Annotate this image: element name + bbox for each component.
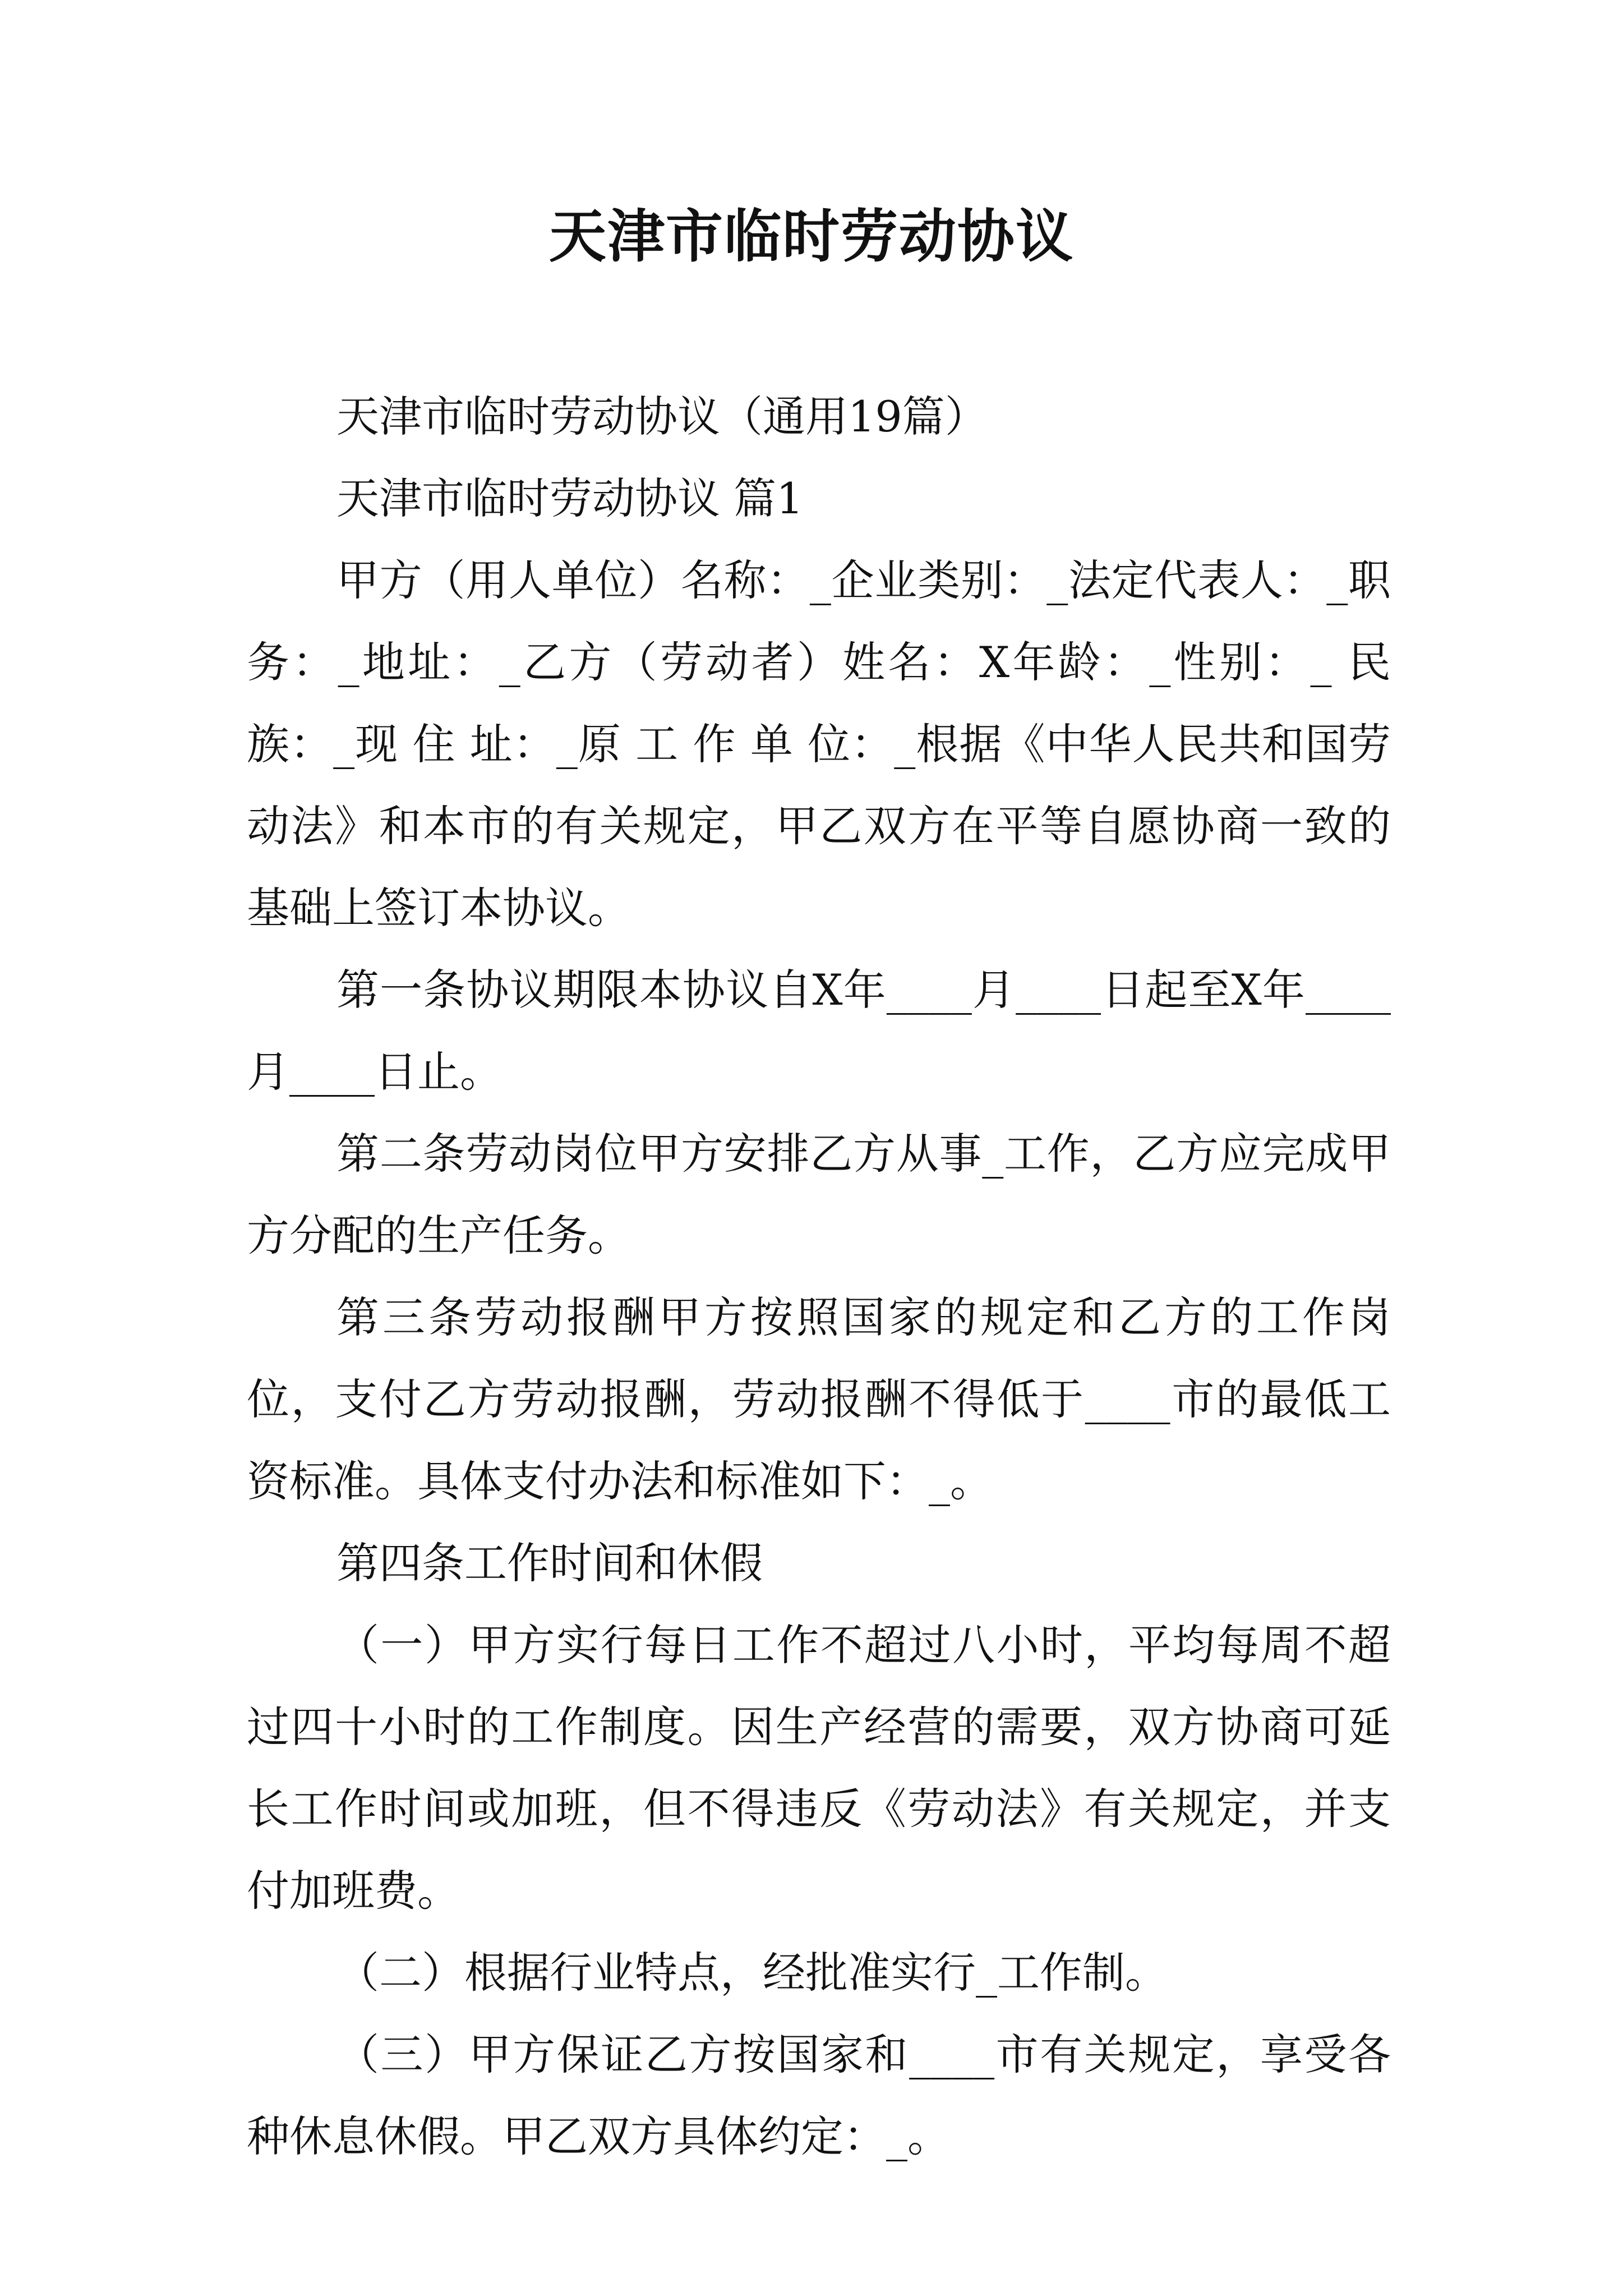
document-title: 天津市临时劳动协议 <box>549 203 1074 270</box>
paragraph-article-4-item-3: （三）甲方保证乙方按国家和____市有关规定，享受各种休息休假。甲乙双方具体约定：_。 <box>247 2030 1391 2161</box>
paragraph-subtitle: 天津市临时劳动协议（通用19篇） <box>336 392 988 441</box>
paragraph-section-heading: 天津市临时劳动协议 篇1 <box>336 473 804 523</box>
paragraph-article-4-item-1: （一）甲方实行每日工作不超过八小时，平均每周不超过四十小时的工作制度。因生产经营的需要，双方协商可延长工作时间或加班，但不得违反《劳动法》有关规定，并支付加班费。 <box>247 1620 1391 1916</box>
paragraph-article-4-item-2: （二）根据行业特点，经批准实行_工作制。 <box>336 1948 1168 1998</box>
paragraph-article-4-heading: 第四条工作时间和休假 <box>336 1538 763 1588</box>
paragraph-article-3: 第三条劳动报酬甲方按照国家的规定和乙方的工作岗位，支付乙方劳动报酬，劳动报酬不得低于____市的最低工资标准。具体支付办法和标准如下：_。 <box>247 1292 1391 1506</box>
paragraph-article-1: 第一条协议期限本协议自X年____月____日起至X年____月____日止。 <box>247 965 1391 1097</box>
document-body <box>247 376 1391 2178</box>
paragraph-article-2: 第二条劳动岗位甲方安排乙方从事_工作，乙方应完成甲方分配的生产任务。 <box>247 1129 1391 1260</box>
paragraph-parties: 甲方（用人单位）名称：_企业类别：_法定代表人：_职务：_地址：_乙方（劳动者）姓名：X年龄：_性别：_ 民族：_现 住 址：_原 工 作 单 位：_根据《中华人民共和国劳动法》和本市的有关规定，甲乙双方在平等自愿协商一致的基础上签订本协议。 <box>247 555 1391 933</box>
